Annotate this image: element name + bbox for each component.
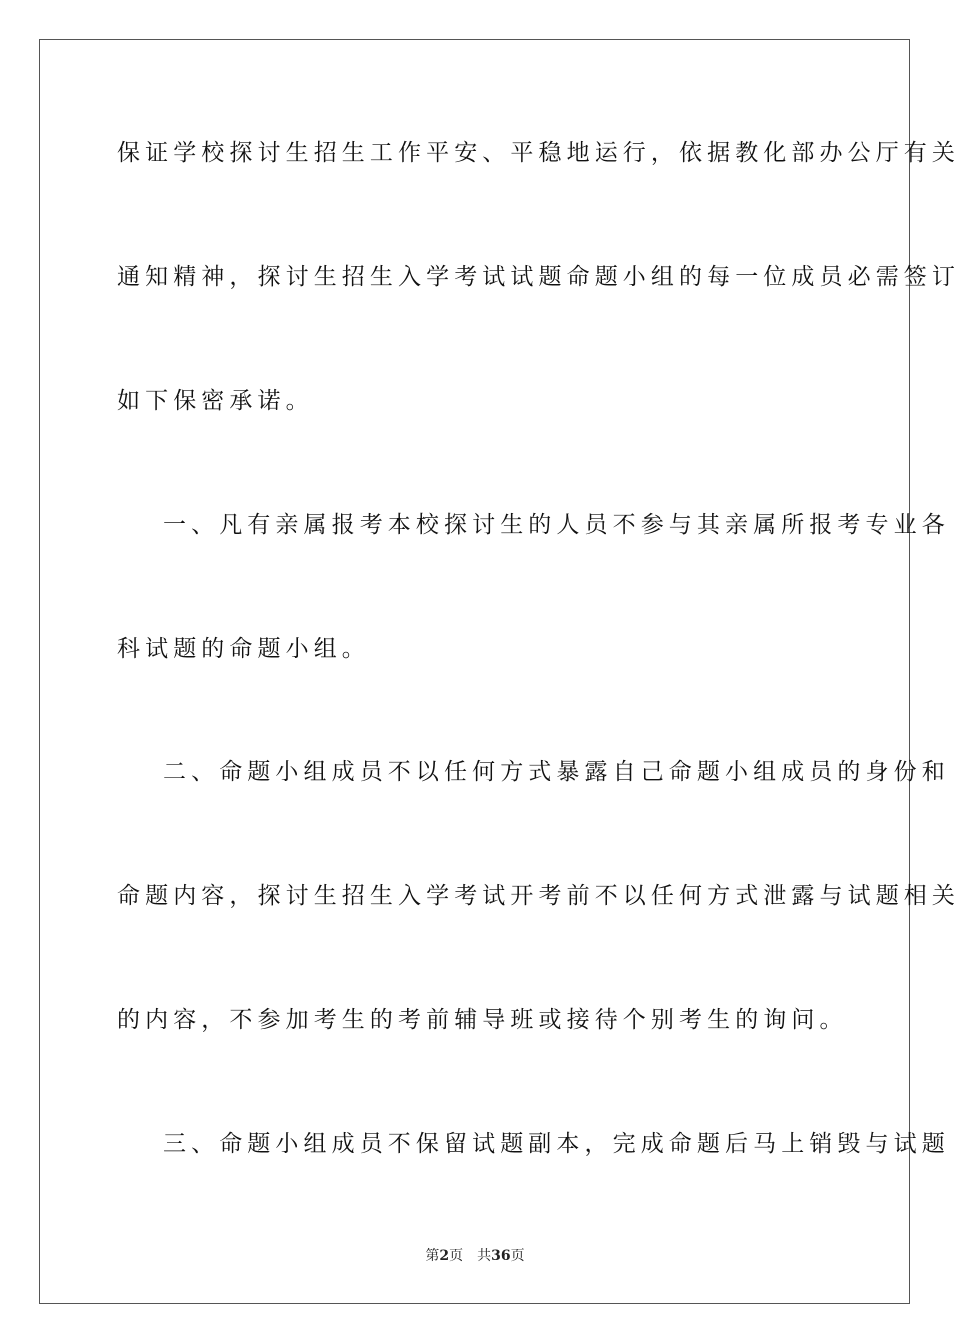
total-pages-indicator: 共36页	[477, 1248, 525, 1264]
body-text-line: 如下保密承诺。	[117, 388, 314, 414]
current-page-number: 2	[439, 1248, 450, 1264]
clause-2-line: 命题内容，探讨生招生入学考试开考前不以任何方式泄露与试题相关	[117, 883, 960, 909]
page-footer	[0, 1247, 950, 1265]
total-pages-number: 36	[491, 1248, 511, 1264]
clause-1-line: 一、凡有亲属报考本校探讨生的人员不参与其亲属所报考专业各	[163, 512, 950, 538]
clause-2-line: 二、命题小组成员不以任何方式暴露自己命题小组成员的身份和	[163, 759, 950, 785]
clause-3-line: 三、命题小组成员不保留试题副本，完成命题后马上销毁与试题	[163, 1131, 950, 1157]
body-text-line: 通知精神，探讨生招生入学考试试题命题小组的每一位成员必需签订	[117, 264, 960, 290]
page-indicator: 第2页	[425, 1248, 464, 1264]
page-border	[39, 39, 960, 1304]
clause-2-line: 的内容，不参加考生的考前辅导班或接待个别考生的询问。	[117, 1007, 848, 1033]
body-text-line: 保证学校探讨生招生工作平安、平稳地运行，依据教化部办公厅有关	[117, 140, 960, 166]
clause-1-line: 科试题的命题小组。	[117, 636, 370, 662]
